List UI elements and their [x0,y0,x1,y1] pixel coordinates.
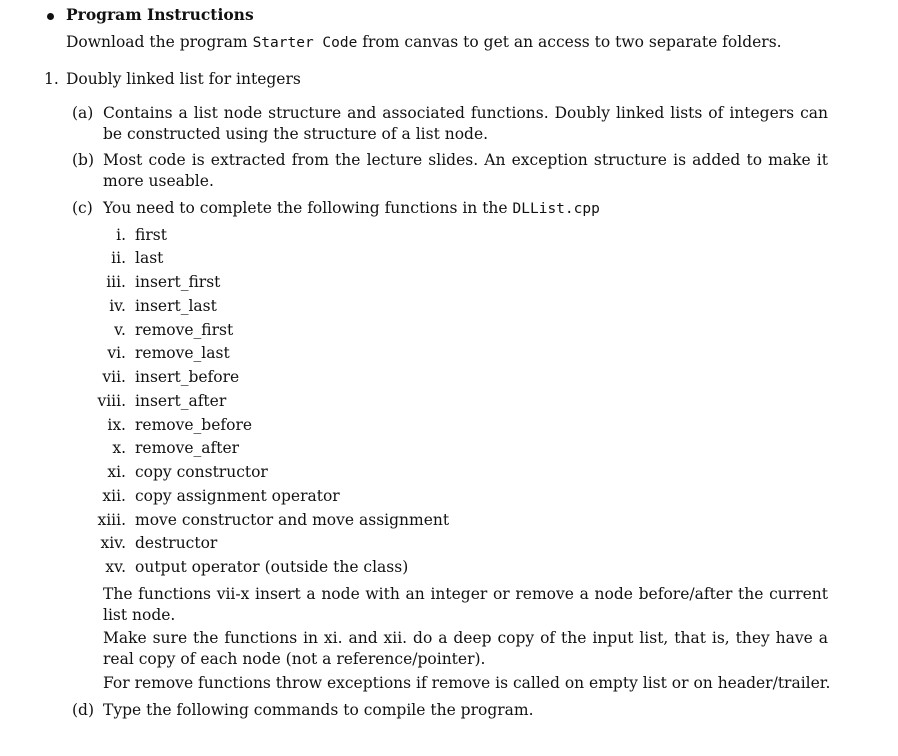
item-number: 1. [44,70,59,88]
intro-code: Starter Code [252,35,358,51]
function-number: xi. [107,463,126,481]
function-name: remove_before [135,416,253,434]
bullet-icon [47,13,54,20]
function-number: ii. [111,249,126,267]
intro-paragraph [66,33,782,51]
function-number: v. [114,321,126,339]
function-name: output operator (outside the class) [135,558,409,576]
function-number: vii. [102,368,126,386]
subitem-d-text: Type the following commands to compile the program. [103,701,534,719]
subitem-b-text: Most code is extracted from the lecture slides. An exception structure is added to make it more useable. [103,151,828,190]
function-number: ix. [107,416,126,434]
function-number: viii. [97,392,126,410]
function-name: first [135,226,167,244]
section-title: Program Instructions [66,5,254,24]
function-number: xv. [105,558,126,576]
intro-text-after: from canvas to get an access to two separate folders. [362,33,782,51]
subitem-c-intro: You need to complete the following functions in the [103,199,508,217]
subitem-a-label: (a) [72,104,94,122]
subitem-c-file: DLList.cpp [512,201,600,217]
subitem-c-label: (c) [72,199,93,217]
item-title: Doubly linked list for integers [66,70,301,88]
note-exceptions: For remove functions throw exceptions if remove is called on empty list or on header/trailer. [103,674,831,692]
note-insert-remove: The functions vii-x insert a node with an integer or remove a node before/after the current list node. [103,585,828,624]
function-name: remove_after [135,439,240,457]
function-number: xii. [102,487,126,505]
function-name: insert_last [135,297,217,315]
intro-text-before: Download the program [66,33,248,51]
function-name: last [135,249,164,267]
subitem-c-text [103,199,600,217]
subitem-b-label: (b) [72,151,95,169]
note-deep-copy: Make sure the functions in xi. and xii. do a deep copy of the input list, that is, they have a real copy of each node (not a reference/pointer). [103,629,828,668]
function-number: vi. [107,344,126,362]
function-name: copy constructor [135,463,268,481]
function-name: insert_after [135,392,227,410]
function-name: move constructor and move assignment [135,511,450,529]
function-name: insert_before [135,368,240,386]
subitem-a-text: Contains a list node structure and associated functions. Doubly linked lists of integers can be constructed using the structure of a list node. [103,104,828,143]
function-number: xiv. [100,534,126,552]
function-name: remove_last [135,344,230,362]
function-number: iv. [109,297,126,315]
function-name: destructor [135,534,218,552]
function-number: iii. [106,273,126,291]
function-name: insert_first [135,273,221,291]
function-name: copy assignment operator [135,487,340,505]
function-number: i. [116,226,126,244]
function-number: xiii. [97,511,126,529]
function-name: remove_first [135,321,234,339]
function-number: x. [112,439,126,457]
subitem-d-label: (d) [72,701,95,719]
